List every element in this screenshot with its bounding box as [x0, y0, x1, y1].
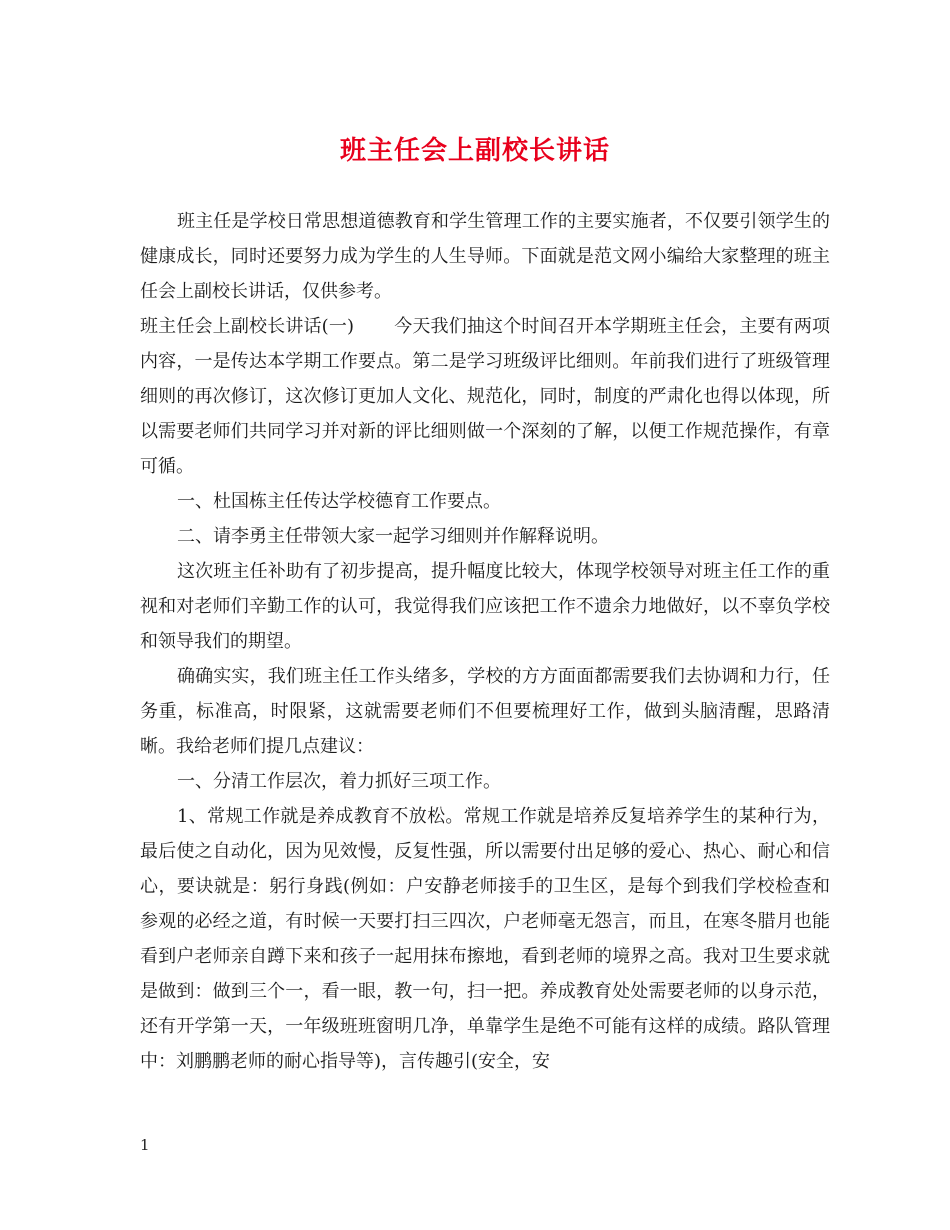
intro-paragraph: 班主任是学校日常思想道德教育和学生管理工作的主要实施者，不仅要引领学生的健康成长，同时还要努力成为学生的人生导师。下面就是范文网小编给大家整理的班主任会上副校长讲话，仅供参考。	[140, 211, 830, 302]
document-body	[140, 204, 830, 1079]
body-paragraph: 一、分清工作层次，着力抓好三项工作。	[177, 771, 501, 792]
body-paragraph: 二、请李勇主任带领大家一起学习细则并作解释说明。	[177, 526, 609, 547]
document-title: 班主任会上副校长讲话	[339, 136, 610, 166]
section-heading: 班主任会上副校长讲话(一)	[140, 316, 355, 337]
section-opening-text: 今天我们抽这个时间召开本学期班主任会，主要有两项内容，一是传达本学期工作要点。第二是学习班级评比细则。年前我们进行了班级管理细则的再次修订，这次修订更加人文化、规范化，同时，制度的严肃化也得以体现，所以需要老师们共同学习并对新的评比细则做一个深刻的了解，以便工作规范操作，有章可循。	[140, 316, 830, 477]
section-paragraph	[140, 309, 830, 484]
body-paragraph: 1、常规工作就是养成教育不放松。常规工作就是培养反复培养学生的某种行为，最后使之自动化，因为见效慢，反复性强，所以需要付出足够的爱心、热心、耐心和信心，要诀就是：躬行身践(例如：户安静老师接手的卫生区，是每个到我们学校检查和参观的必经之道，有时候一天要打扫三四次，户老师毫无怨言，而且，在寒冬腊月也能看到户老师亲自蹲下来和孩子一起用抹布擦地，看到老师的境界之高。我对卫生要求就是做到：做到三个一，看一眼，教一句，扫一把。养成教育处处需要老师的以身示范，还有开学第一天，一年级班班窗明几净，单靠学生是绝不可能有这样的成绩。路队管理中：刘鹏鹏老师的耐心指导等)，言传趣引(安全，安	[140, 806, 830, 1072]
body-paragraph: 一、杜国栋主任传达学校德育工作要点。	[177, 491, 501, 512]
body-paragraph: 这次班主任补助有了初步提高，提升幅度比较大，体现学校领导对班主任工作的重视和对老师们辛勤工作的认可，我觉得我们应该把工作不遗余力地做好，以不辜负学校和领导我们的期望。	[140, 561, 830, 652]
body-paragraph: 确确实实，我们班主任工作头绪多，学校的方方面面都需要我们去协调和力行，任务重，标准高，时限紧，这就需要老师们不但要梳理好工作，做到头脑清醒，思路清晰。我给老师们提几点建议：	[140, 666, 830, 757]
page-number: 1	[140, 1136, 150, 1154]
